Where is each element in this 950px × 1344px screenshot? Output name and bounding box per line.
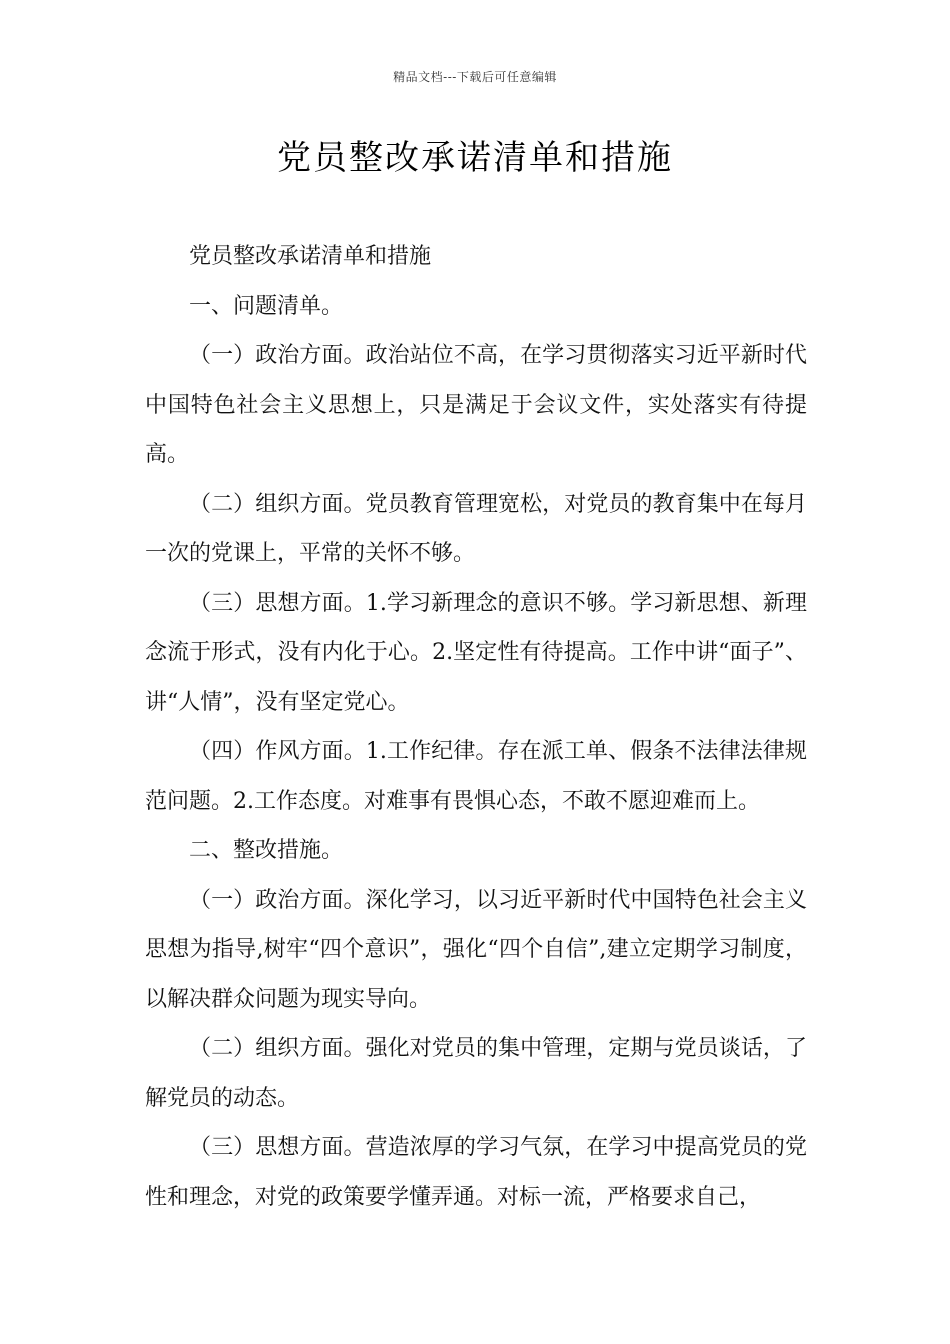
paragraph-measure-political: （一）政治方面。深化学习，以习近平新时代中国特色社会主义思想为指导,树牢“四个意识”，强化“四个自信”,建立定期学习制度，以解决群众问题为现实导向。: [145, 887, 807, 1012]
paragraph-measure-thought: （三）思想方面。营造浓厚的学习气氛，在学习中提高党员的党性和理念，对党的政策要学懂弄通。对标一流，严格要求自己，: [145, 1135, 807, 1210]
paragraph-subtitle: 党员整改承诺清单和措施: [189, 244, 432, 269]
paragraph-problem-style: （四）作风方面。1.工作纪律。存在派工单、假条不法律法律规范问题。2.工作态度。对难事有畏惧心态，不敢不愿迎难而上。: [145, 739, 807, 814]
header-note: 精品文档---下载后可任意编辑: [393, 70, 557, 84]
document-title: 党员整改承诺清单和措施: [277, 138, 673, 178]
document-body: [145, 232, 807, 1222]
paragraph-problem-political: （一）政治方面。政治站位不高，在学习贯彻落实习近平新时代中国特色社会主义思想上，只是满足于会议文件，实处落实有待提高。: [145, 343, 807, 467]
paragraph-measure-organization: （二）组织方面。强化对党员的集中管理，定期与党员谈话，了解党员的动态。: [145, 1036, 807, 1111]
paragraph-problem-thought: （三）思想方面。1.学习新理念的意识不够。学习新思想、新理念流于形式，没有内化于心。2.坚定性有待提高。工作中讲“面子”、讲“人情”，没有坚定党心。: [145, 590, 807, 715]
paragraph-problem-organization: （二）组织方面。党员教育管理宽松，对党员的教育集中在每月一次的党课上，平常的关怀不够。: [145, 491, 807, 566]
paragraph-section-measures: 二、整改措施。: [189, 838, 344, 863]
paragraph-section-problems: 一、问题清单。: [189, 293, 344, 319]
